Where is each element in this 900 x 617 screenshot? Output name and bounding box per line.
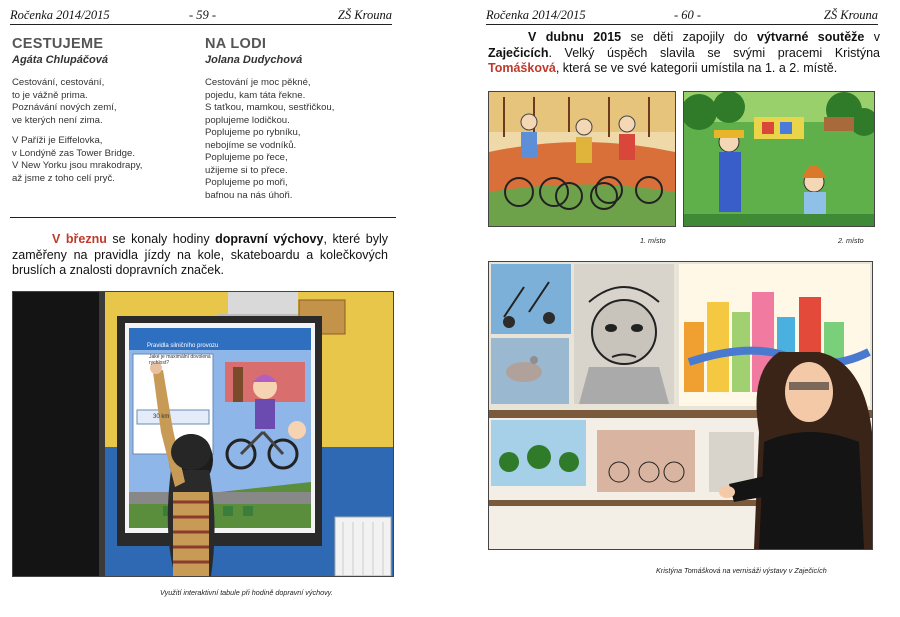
exhibition-photo (488, 261, 873, 550)
header-title: Ročenka 2014/2015 (10, 8, 110, 22)
poem-line: Cestování, cestování, (12, 77, 105, 88)
header-title: Ročenka 2014/2015 (486, 8, 586, 22)
highlight-text: Zaječicích (488, 45, 549, 60)
article-paragraph: V dubnu 2015 se děti zapojily do výtvarné soutěže v Zaječicích. Velký úspěch slavila se svými pracemi Kristýna Tomášková, která se ve své kategorii umístila na 1. a 2. místě. (488, 30, 880, 75)
drawing-second-place (683, 91, 875, 227)
highlight-text: dopravní výchovy (215, 232, 324, 246)
whiteboard-scene (13, 292, 393, 576)
poem-line: pojedu, kam táta řekne. (205, 89, 306, 101)
poem-line: Poplujeme po řece, (205, 152, 288, 163)
poem-line: v Londýně zas Tower Bridge. (12, 147, 136, 159)
highlight-text: Tomášková (488, 61, 556, 75)
poem-line: Poplujeme po rybníku, (205, 127, 301, 138)
header-school: ZŠ Krouna (823, 8, 878, 22)
highlight-text: V březnu (52, 232, 107, 246)
whiteboard-photo (12, 291, 394, 577)
poem-line: Cestování je moc pěkné, (205, 77, 311, 88)
poem-title: CESTUJEME (12, 36, 104, 52)
exhibition-scene (489, 262, 872, 549)
poem-line: užijeme si to přece. (205, 164, 288, 176)
poem-line: Poplujeme po moři, (205, 177, 288, 188)
right-page-header (486, 8, 878, 25)
poem-line: nebojíme se vodníků. (205, 139, 297, 151)
poem-line: poplujeme lodičkou. (205, 114, 290, 126)
poem-line: to je vážně prima. (12, 89, 88, 101)
page-number: - 59 - (189, 8, 217, 22)
child-drawing-cyclists (489, 92, 675, 226)
highlight-text: výtvarné soutěže (757, 30, 865, 44)
right-page (476, 0, 900, 617)
whiteboard-screen-title: Pravidla silničního provozu (147, 343, 219, 349)
page-number: - 60 - (674, 8, 702, 22)
caption-second-place: 2. místo (838, 236, 864, 245)
drawing-first-place (488, 91, 676, 227)
poem-title: NA LODI (205, 36, 267, 52)
photo-caption: Kristýna Tomášková na vernisáži výstavy v Zaječicích (656, 566, 827, 575)
poem-text (205, 77, 334, 202)
header-school: ZŠ Krouna (337, 8, 392, 22)
poem-line: Poznávání nových zemí, (12, 102, 117, 113)
poem-text (12, 77, 142, 185)
left-page-header (10, 8, 392, 25)
whiteboard-screen-field: Jaké je maximální dovolená rychlost? (149, 354, 211, 366)
poem-line: až jsme z toho celí pryč. (12, 172, 115, 184)
poem-line: S taťkou, mamkou, sestřičkou, (205, 102, 335, 113)
poem-line: ve kterých není zima. (12, 114, 103, 126)
poem-author: Jolana Dudychová (205, 54, 303, 66)
article-paragraph: V březnu se konaly hodiny dopravní výchovy, které byly zaměřeny na pravidla jízdy na kole, skateboardu a kolečkových bruslích a znalosti dopravních značek. (12, 232, 388, 277)
poem-author: Agáta Chlupáčová (12, 54, 108, 66)
poem-line: bafnou na nás úhoři. (205, 189, 293, 201)
child-drawing-park (684, 92, 874, 226)
section-divider (10, 217, 396, 218)
whiteboard-screen-answer: 30 km (153, 414, 170, 420)
poem-line: V New Yorku jsou mrakodrapy, (12, 160, 143, 171)
photo-caption: Využití interaktivní tabule při hodině dopravní výchovy. (160, 588, 333, 597)
highlight-text: V dubnu 2015 (528, 30, 622, 44)
left-page (0, 0, 405, 617)
caption-first-place: 1. místo (640, 236, 666, 245)
poem-line: V Paříži je Eiffelovka, (12, 135, 103, 146)
